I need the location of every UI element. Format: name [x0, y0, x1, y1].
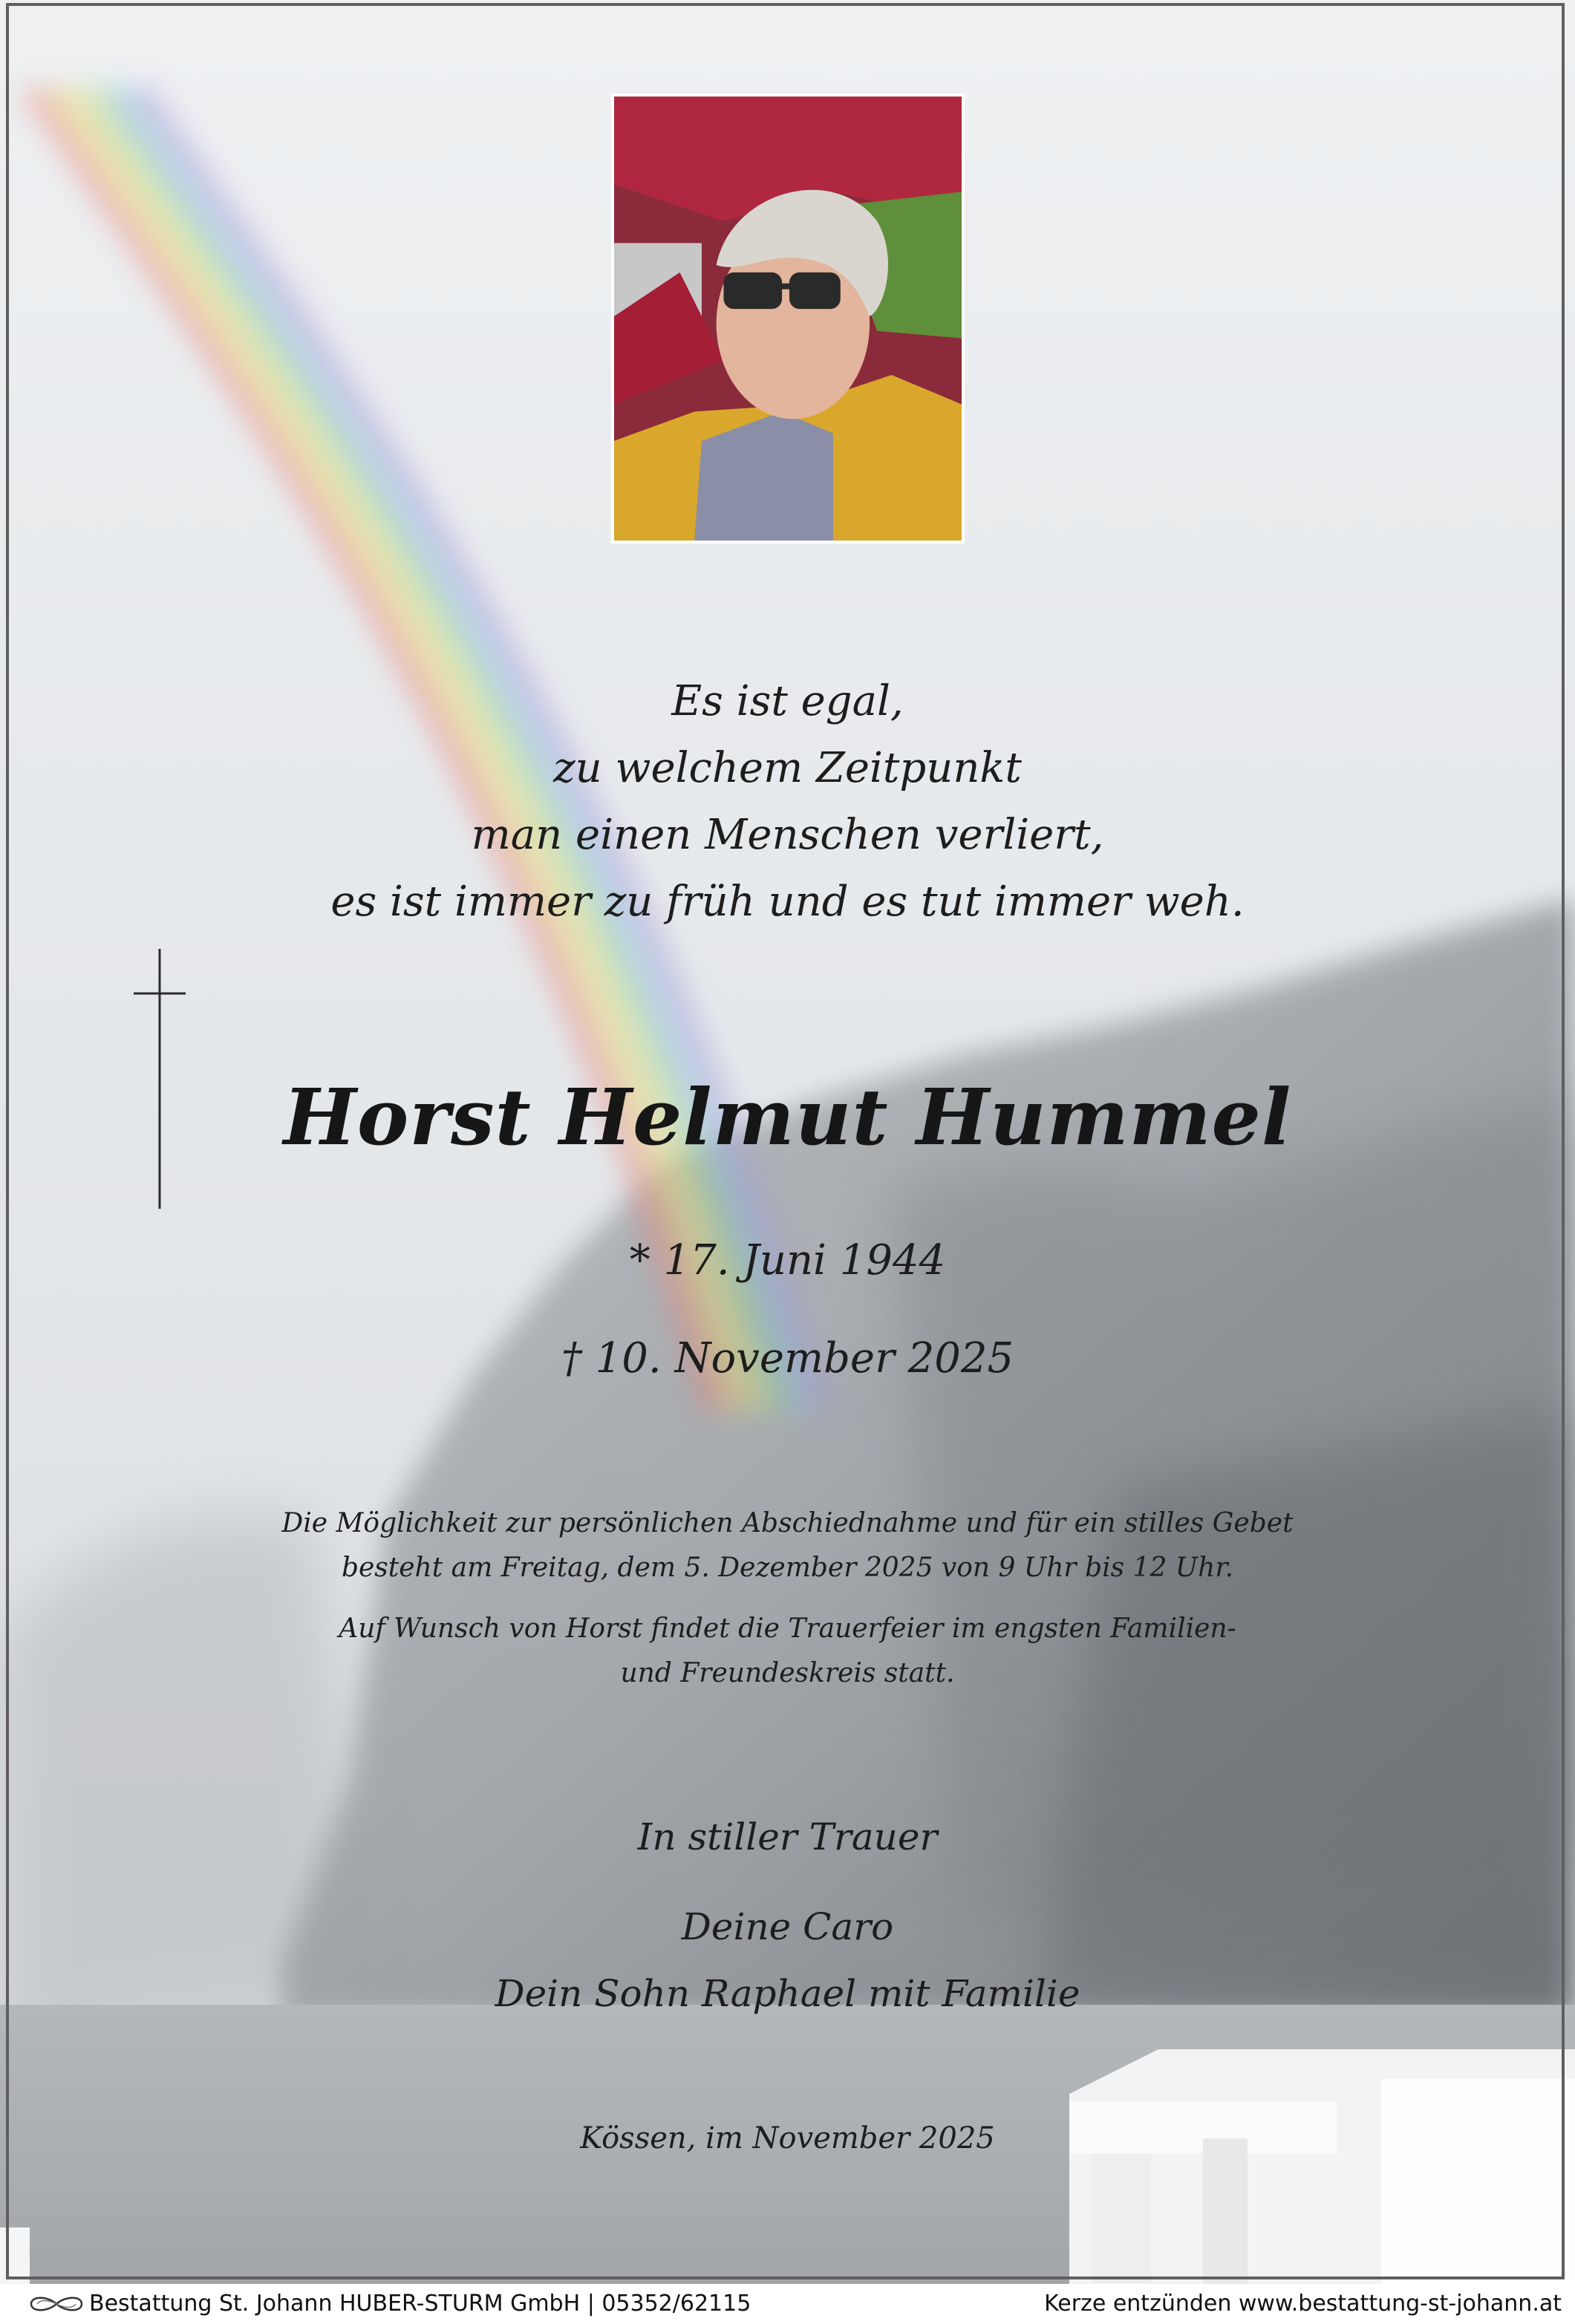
signatory: Dein Sohn Raphael mit Familie [495, 1972, 1080, 2015]
info-line: Die Möglichkeit zur persönlichen Abschiednahme und für ein stilles Gebet [281, 1508, 1294, 1538]
info-line: und Freundeskreis statt. [620, 1658, 955, 1688]
quote-line: es ist immer zu früh und es tut immer weh. [330, 878, 1245, 926]
candle-link[interactable]: Kerze entzünden www.bestattung-st-johann.at [1044, 2291, 1562, 2317]
info-line: Auf Wunsch von Horst findet die Trauerfeier im engsten Familien- [339, 1613, 1236, 1644]
footer-bar [0, 2284, 1575, 2324]
info-line: besteht am Freitag, dem 5. Dezember 2025 von 9 Uhr bis 12 Uhr. [341, 1553, 1234, 1583]
portrait-photo [611, 94, 965, 544]
place-and-date: Kössen, im November 2025 [580, 2121, 995, 2155]
deceased-name: Horst Helmut Hummel [283, 1071, 1292, 1163]
signatories [0, 1893, 1575, 2027]
quote-line: man einen Menschen verliert, [471, 811, 1104, 859]
infinity-logo-icon [25, 2291, 88, 2317]
signatory: Deine Caro [681, 1905, 894, 1948]
quote-line: Es ist egal, [671, 677, 904, 725]
funeral-home-info: Bestattung St. Johann HUBER-STURM GmbH | 05352/62115 [89, 2291, 751, 2317]
service-information [0, 1501, 1575, 1696]
death-date: † 10. November 2025 [561, 1334, 1014, 1383]
mourning-phrase: In stiller Trauer [637, 1815, 938, 1858]
quote-line: zu welchem Zeitpunkt [553, 744, 1022, 792]
birth-date: * 17. Juni 1944 [629, 1236, 946, 1285]
memorial-quote [0, 668, 1575, 936]
